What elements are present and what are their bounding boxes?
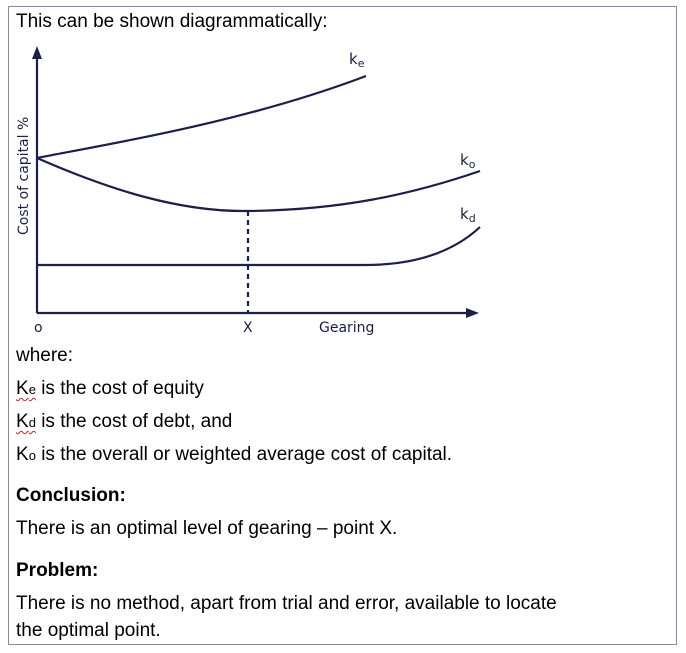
- definition-kd: Kd is the cost of debt, and: [16, 411, 233, 432]
- ko-label: $k_o$: [460, 151, 476, 171]
- x-axis-arrow: [466, 308, 479, 318]
- intro-text: This can be shown diagrammatically:: [16, 11, 328, 32]
- conclusion-heading: Conclusion:: [16, 485, 126, 506]
- cost-of-capital-diagram: [10, 40, 490, 340]
- definition-symbol: Kd: [16, 411, 36, 432]
- y-axis-label: Cost of capital %: [16, 116, 32, 235]
- definition-symbol: Ke: [16, 378, 36, 399]
- kd-label: $k_d$: [460, 205, 476, 225]
- problem-text-line-1: There is no method, apart from trial and error, available to locate: [16, 593, 557, 614]
- ke-curve: [37, 76, 366, 158]
- conclusion-text: There is an optimal level of gearing – point X.: [16, 518, 398, 539]
- problem-heading: Problem:: [16, 560, 99, 581]
- x-axis-label: Gearing: [319, 320, 375, 336]
- ke-label: $k_e$: [349, 50, 365, 70]
- problem-text-line-2: the optimal point.: [16, 620, 161, 641]
- definition-symbol: Ko: [16, 444, 36, 465]
- x-marker-label: X: [243, 320, 253, 336]
- y-axis-arrow: [32, 46, 42, 59]
- kd-curve: [37, 227, 480, 265]
- definition-ko: Ko is the overall or weighted average cost of capital.: [16, 444, 453, 465]
- origin-label: o: [34, 320, 43, 336]
- where-label: where:: [16, 345, 74, 366]
- ko-curve: [37, 158, 480, 211]
- definition-ke: Ke is the cost of equity: [16, 378, 204, 399]
